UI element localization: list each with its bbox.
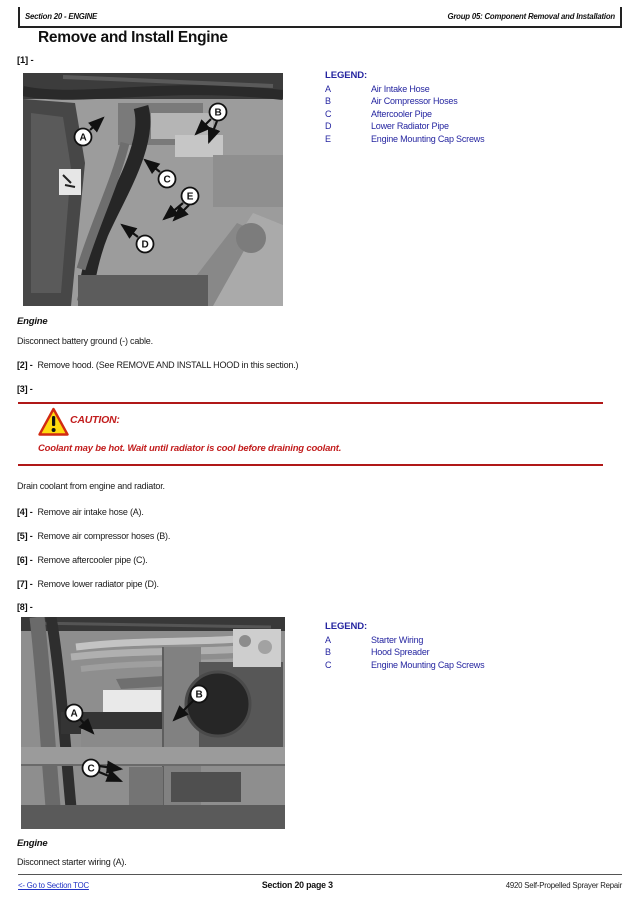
step-5-text: Remove air compressor hoses (B). — [37, 531, 171, 541]
legend-item: A Starter Wiring — [325, 635, 424, 645]
step-8 — [17, 602, 38, 612]
footer-manual-title: 4920 Self-Propelled Sprayer Repair — [505, 881, 622, 890]
legend-1-title: LEGEND: — [325, 70, 368, 81]
callout-c-label: C — [163, 174, 171, 186]
engine-photo-1-image — [23, 73, 283, 306]
engine-photo-2-image — [21, 617, 285, 829]
step-3 — [17, 384, 38, 394]
engine-photo-2 — [21, 617, 285, 829]
step-4-text: Remove air intake hose (A). — [37, 507, 144, 517]
header-section: Section 20 - ENGINE — [25, 12, 98, 21]
callout-b-label: B — [214, 107, 222, 119]
legend-item: E Engine Mounting Cap Screws — [325, 133, 485, 144]
step-4-label: [4] - — [17, 507, 33, 517]
caution-rule-bottom — [18, 464, 603, 466]
figure-2-caption: Engine — [17, 838, 48, 849]
legend-item: B Air Compressor Hoses — [325, 96, 458, 107]
caution-rule-top — [18, 402, 603, 404]
legend-2-title: LEGEND: — [325, 621, 368, 632]
paragraph: Drain coolant from engine and radiator. — [17, 481, 165, 491]
step-7 — [17, 579, 159, 589]
step-7-label: [7] - — [17, 579, 33, 589]
step-4 — [17, 507, 144, 517]
step-7-text: Remove lower radiator pipe (D). — [37, 579, 159, 589]
legend-2 — [325, 621, 615, 671]
paragraph: Disconnect starter wiring (A). — [17, 857, 127, 867]
callout-a-label: A — [79, 132, 87, 144]
footer-page-number: Section 20 page 3 — [261, 880, 333, 890]
paragraph: Disconnect battery ground (-) cable. — [17, 336, 153, 346]
callout-d-label: D — [141, 239, 149, 251]
page-footer — [18, 880, 622, 890]
step-3-label: [3] - — [17, 384, 33, 394]
legend-item: D Lower Radiator Pipe — [325, 121, 449, 132]
step-2 — [17, 360, 298, 370]
legend-1 — [325, 70, 615, 145]
caution-message: Coolant may be hot. Wait until radiator is cool before draining coolant. — [38, 443, 342, 454]
callout-a-label: A — [70, 708, 78, 720]
step-1-label: [1] - — [17, 55, 34, 66]
page-header — [18, 7, 622, 28]
callout-c-label: C — [87, 763, 95, 775]
footer-rule — [18, 874, 622, 875]
step-2-label: [2] - — [17, 360, 33, 370]
callout-e-label: E — [186, 191, 194, 203]
warning-triangle-icon — [38, 407, 69, 442]
legend-item: B Hood Spreader — [325, 647, 430, 658]
step-5-label: [5] - — [17, 531, 33, 541]
engine-photo-1 — [23, 73, 283, 306]
step-6 — [17, 555, 147, 565]
step-2-text: Remove hood. (See REMOVE AND INSTALL HOOD in this section.) — [37, 360, 299, 370]
step-6-label: [6] - — [17, 555, 33, 565]
page-title: Remove and Install Engine — [38, 29, 228, 46]
go-to-section-toc-link[interactable]: <- Go to Section TOC — [18, 881, 89, 890]
step-5 — [17, 531, 170, 541]
step-8-label: [8] - — [17, 602, 33, 612]
header-group: Group 05: Component Removal and Installation — [447, 12, 615, 21]
legend-item: A Air Intake Hose — [325, 84, 430, 94]
caution-title: CAUTION: — [70, 414, 120, 426]
step-6-text: Remove aftercooler pipe (C). — [37, 555, 148, 565]
legend-item: C Aftercooler Pipe — [325, 108, 432, 119]
legend-item: C Engine Mounting Cap Screws — [325, 659, 485, 670]
callout-b-label: B — [195, 689, 203, 701]
figure-1-caption: Engine — [17, 316, 48, 327]
